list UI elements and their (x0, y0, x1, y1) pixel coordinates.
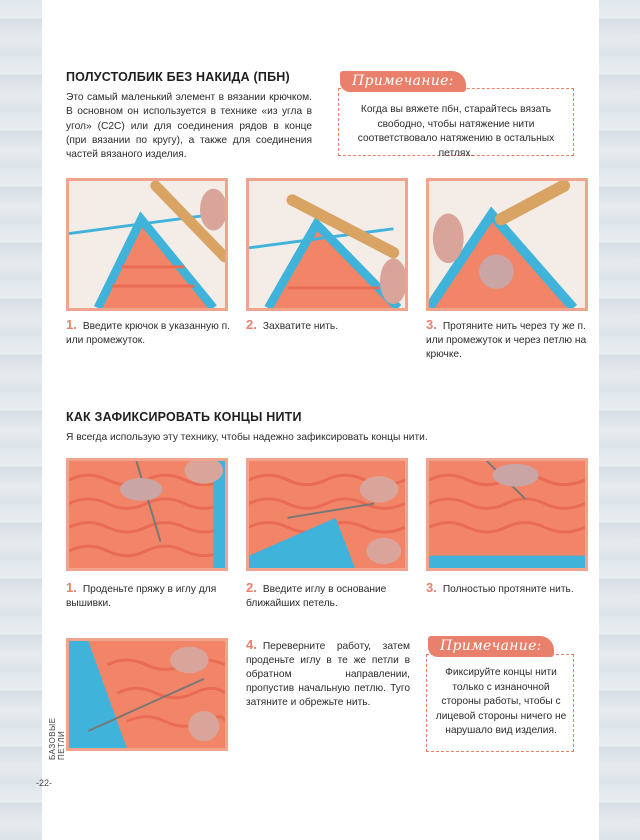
sc-step-3-text: Протяните нить через ту же п. или промежуток и через петлю на крючке. (426, 321, 587, 360)
photo-ends-step-4 (66, 638, 228, 751)
section1-title: ПОЛУСТОЛБИК БЕЗ НАКИДА (ПБН) (66, 70, 290, 84)
sc-step-2-caption (246, 318, 414, 334)
sc-step-1-caption (66, 318, 234, 348)
ends-step-4-text: Переверните работу, затем проденьте иглу в те же петли в обратном направлении, пропустив начальную петлю. Туго затяните и обрежьте нить. (246, 641, 410, 708)
sc-step-2-text: Захватите нить. (262, 321, 339, 332)
ends-step-4-caption (246, 638, 410, 710)
section1-intro: Это самый маленький элемент в вязании крючком. В основном он используется в технике «из угла в угол» (С2С) или для соединения рядов в конце (при вязании по кругу), а также для соединения частей вязаного изделия. (66, 92, 312, 161)
sc-step-1-num: 1. (66, 317, 77, 332)
sc-step-1-text: Введите крючок в указанную п. или промежуток. (66, 321, 230, 346)
sidebar-section-label: БАЗОВЫЕ ПЕТЛИ (48, 717, 66, 760)
section2-title: КАК ЗАФИКСИРОВАТЬ КОНЦЫ НИТИ (66, 410, 302, 424)
photo-sc-step-1 (66, 178, 228, 311)
sc-step-2-num: 2. (246, 317, 257, 332)
note-text-2: Фиксируйте концы нити только с изнаночной стороны работы, чтобы с лицевой стороны ничего не нарушало вид изделия. (435, 667, 567, 736)
ends-step-3-text: Полностью протяните нить. (442, 584, 574, 595)
ends-step-1-num: 1. (66, 580, 77, 595)
ends-step-4-num: 4. (246, 637, 257, 652)
section2-intro: Я всегда использую эту технику, чтобы надежно зафиксировать концы нити. (66, 432, 428, 443)
sc-step-3-caption (426, 318, 594, 362)
photo-ends-step-3 (426, 458, 588, 571)
ends-step-1-caption (66, 581, 234, 611)
ends-step-2-text: Введите иглу в основание ближайших петель. (246, 584, 387, 609)
ends-step-3-caption (426, 581, 594, 597)
ends-step-2-caption (246, 581, 414, 611)
photo-ends-step-1 (66, 458, 228, 571)
ends-step-2-num: 2. (246, 580, 257, 595)
ends-step-1-text: Проденьте пряжу в иглу для вышивки. (66, 584, 217, 609)
ends-step-3-num: 3. (426, 580, 437, 595)
sc-step-3-num: 3. (426, 317, 437, 332)
note-label-1: Примечание: (340, 71, 466, 92)
photo-ends-step-2 (246, 458, 408, 571)
note-text-1: Когда вы вяжете пбн, старайтесь вязать свободно, чтобы натяжение нити соответствовало натяжению в остальных петлях. (357, 104, 555, 159)
photo-sc-step-2 (246, 178, 408, 311)
note-label-2: Примечание: (428, 636, 554, 657)
page-number: - 22 - (36, 778, 52, 788)
photo-sc-step-3 (426, 178, 588, 311)
